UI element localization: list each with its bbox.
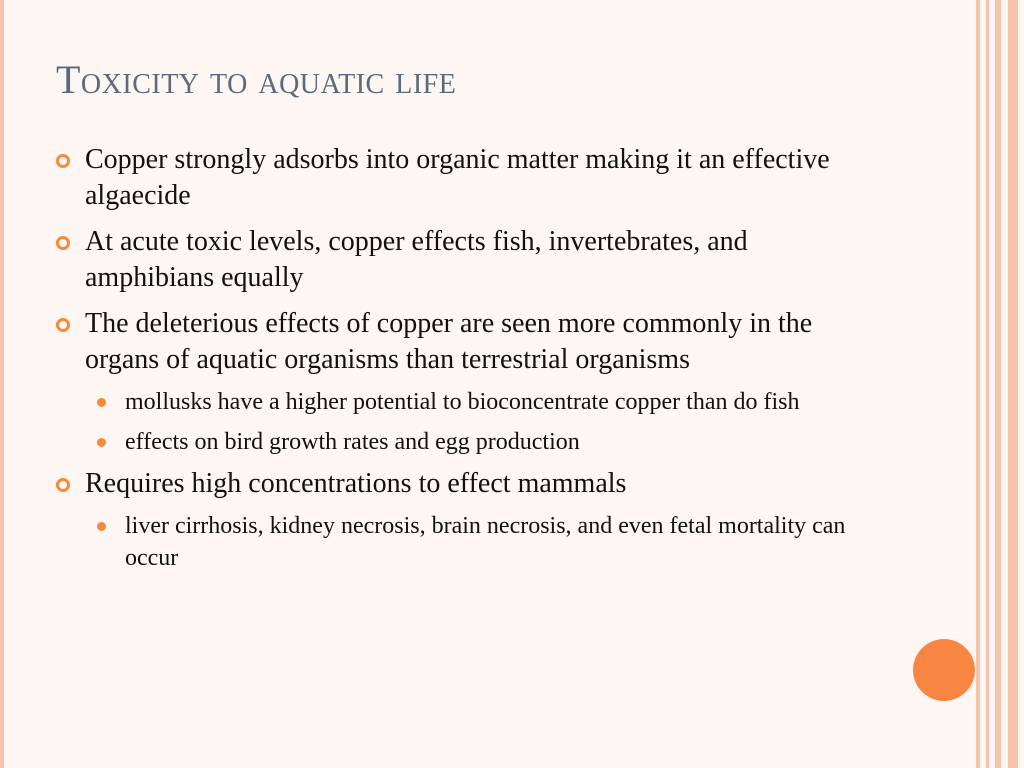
bullet-item <box>56 224 876 296</box>
sub-bullet-item <box>56 426 876 458</box>
sub-bullet-text: effects on bird growth rates and egg production <box>125 429 580 455</box>
ring-bullet-icon <box>56 478 70 492</box>
ring-bullet-icon <box>56 154 70 168</box>
ring-bullet-icon <box>56 236 70 250</box>
sub-bullet-item <box>56 510 876 574</box>
bullet-text: Copper strongly adsorbs into organic matter making it an effective algaecide <box>85 144 830 211</box>
decorative-stripe <box>986 0 989 768</box>
dot-bullet-icon <box>97 398 106 407</box>
dot-bullet-icon <box>97 438 106 447</box>
bullet-item <box>56 142 876 214</box>
decorative-stripe <box>976 0 980 768</box>
bullet-text: The deleterious effects of copper are seen more commonly in the organs of aquatic organisms than terrestrial organisms <box>85 308 813 375</box>
sub-bullet-list <box>56 510 876 574</box>
sub-bullet-text: liver cirrhosis, kidney necrosis, brain necrosis, and even fetal mortality can occur <box>125 513 846 571</box>
sub-bullet-list <box>56 386 876 458</box>
bullet-list <box>56 142 876 582</box>
sub-bullet-text: mollusks have a higher potential to bioconcentrate copper than do fish <box>125 389 800 415</box>
dot-bullet-icon <box>97 522 106 531</box>
decorative-orange-circle <box>913 639 975 701</box>
bullet-text: Requires high concentrations to effect mammals <box>85 468 627 499</box>
sub-bullet-item <box>56 386 876 418</box>
bullet-item <box>56 466 876 502</box>
decorative-stripe <box>1008 0 1018 768</box>
bullet-item <box>56 306 876 378</box>
decorative-stripe <box>995 0 1001 768</box>
slide-title: Toxicity to aquatic life <box>56 57 457 102</box>
ring-bullet-icon <box>56 318 70 332</box>
left-border-stripe <box>0 0 4 768</box>
bullet-text: At acute toxic levels, copper effects fish, invertebrates, and amphibians equally <box>85 226 748 293</box>
